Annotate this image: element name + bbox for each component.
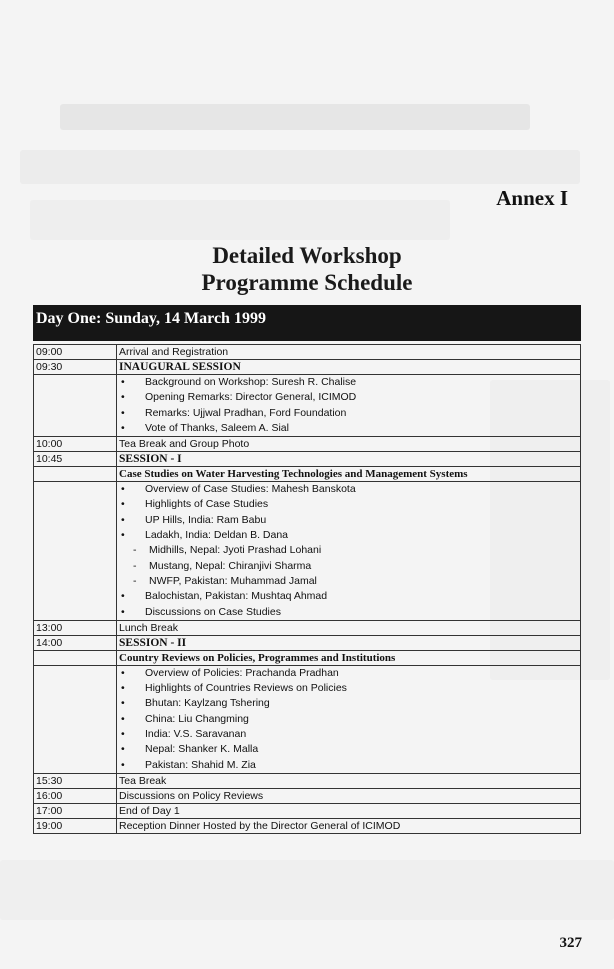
time-cell: 10:00 <box>34 437 117 452</box>
time-cell: 14:00 <box>34 635 117 650</box>
list-item: • Opening Remarks: Director General, ICIMOD <box>119 390 578 405</box>
table-row <box>34 360 581 375</box>
page-title <box>0 242 614 296</box>
table-row <box>34 818 581 833</box>
time-cell <box>34 375 117 437</box>
time-cell <box>34 665 117 773</box>
event-cell <box>117 665 581 773</box>
session-subheading: Country Reviews on Policies, Programmes and Institutions <box>117 650 581 665</box>
list-item: • Pakistan: Shahid M. Zia <box>119 758 578 773</box>
time-cell <box>34 650 117 665</box>
sub-list-item: - Mustang, Nepal: Chiranjivi Sharma <box>119 559 578 574</box>
annex-label: Annex I <box>496 186 568 210</box>
agenda-list <box>119 375 578 436</box>
table-row <box>34 788 581 803</box>
list-item: • Background on Workshop: Suresh R. Chalise <box>119 375 578 390</box>
time-cell: 17:00 <box>34 803 117 818</box>
table-row <box>34 803 581 818</box>
time-cell: 16:00 <box>34 788 117 803</box>
day-header: Day One: Sunday, 14 March 1999 <box>33 305 581 341</box>
list-item: • China: Liu Changming <box>119 712 578 727</box>
table-row <box>34 467 581 482</box>
list-item: • Vote of Thanks, Saleem A. Sial <box>119 421 578 436</box>
time-cell <box>34 467 117 482</box>
event-cell: Arrival and Registration <box>117 345 581 360</box>
table-row <box>34 635 581 650</box>
bleed-through-band <box>30 200 450 240</box>
title-line-2: Programme Schedule <box>201 270 413 295</box>
time-cell: 09:30 <box>34 360 117 375</box>
list-item: • UP Hills, India: Ram Babu <box>119 513 578 528</box>
agenda-list <box>119 482 578 620</box>
table-row <box>34 620 581 635</box>
bleed-through-band <box>0 860 614 920</box>
title-line-1: Detailed Workshop <box>212 243 402 268</box>
time-cell: 10:45 <box>34 452 117 467</box>
list-item: • Bhutan: Kaylzang Tshering <box>119 696 578 711</box>
list-item: • Ladakh, India: Deldan B. Dana <box>119 528 578 543</box>
page-number: 327 <box>559 935 582 951</box>
list-item: • Remarks: Ujjwal Pradhan, Ford Foundation <box>119 406 578 421</box>
list-item: • Highlights of Case Studies <box>119 497 578 512</box>
table-row <box>34 482 581 621</box>
table-row <box>34 437 581 452</box>
event-cell: End of Day 1 <box>117 803 581 818</box>
session-heading: SESSION - II <box>117 635 581 650</box>
bleed-through-band <box>60 104 530 130</box>
agenda-list <box>119 666 578 773</box>
list-item: • Balochistan, Pakistan: Mushtaq Ahmad <box>119 589 578 604</box>
event-cell: Discussions on Policy Reviews <box>117 788 581 803</box>
table-row <box>34 345 581 360</box>
list-item: • India: V.S. Saravanan <box>119 727 578 742</box>
bleed-through-band <box>20 150 580 184</box>
list-item: • Highlights of Countries Reviews on Policies <box>119 681 578 696</box>
time-cell: 15:30 <box>34 773 117 788</box>
time-cell: 19:00 <box>34 818 117 833</box>
table-row <box>34 452 581 467</box>
event-cell <box>117 375 581 437</box>
event-cell: Lunch Break <box>117 620 581 635</box>
list-item: • Discussions on Case Studies <box>119 605 578 620</box>
event-cell: Reception Dinner Hosted by the Director General of ICIMOD <box>117 818 581 833</box>
sub-list-item: - Midhills, Nepal: Jyoti Prashad Lohani <box>119 543 578 558</box>
table-row <box>34 773 581 788</box>
schedule-table <box>33 344 581 834</box>
session-heading: INAUGURAL SESSION <box>117 360 581 375</box>
table-row <box>34 375 581 437</box>
event-cell: Tea Break <box>117 773 581 788</box>
event-cell <box>117 482 581 621</box>
time-cell: 09:00 <box>34 345 117 360</box>
event-cell: Tea Break and Group Photo <box>117 437 581 452</box>
table-row <box>34 650 581 665</box>
list-item: • Overview of Case Studies: Mahesh Banskota <box>119 482 578 497</box>
list-item: • Overview of Policies: Prachanda Pradhan <box>119 666 578 681</box>
session-heading: SESSION - I <box>117 452 581 467</box>
sub-list-item: - NWFP, Pakistan: Muhammad Jamal <box>119 574 578 589</box>
table-row <box>34 665 581 773</box>
session-subheading: Case Studies on Water Harvesting Technologies and Management Systems <box>117 467 581 482</box>
time-cell: 13:00 <box>34 620 117 635</box>
list-item: • Nepal: Shanker K. Malla <box>119 742 578 757</box>
time-cell <box>34 482 117 621</box>
